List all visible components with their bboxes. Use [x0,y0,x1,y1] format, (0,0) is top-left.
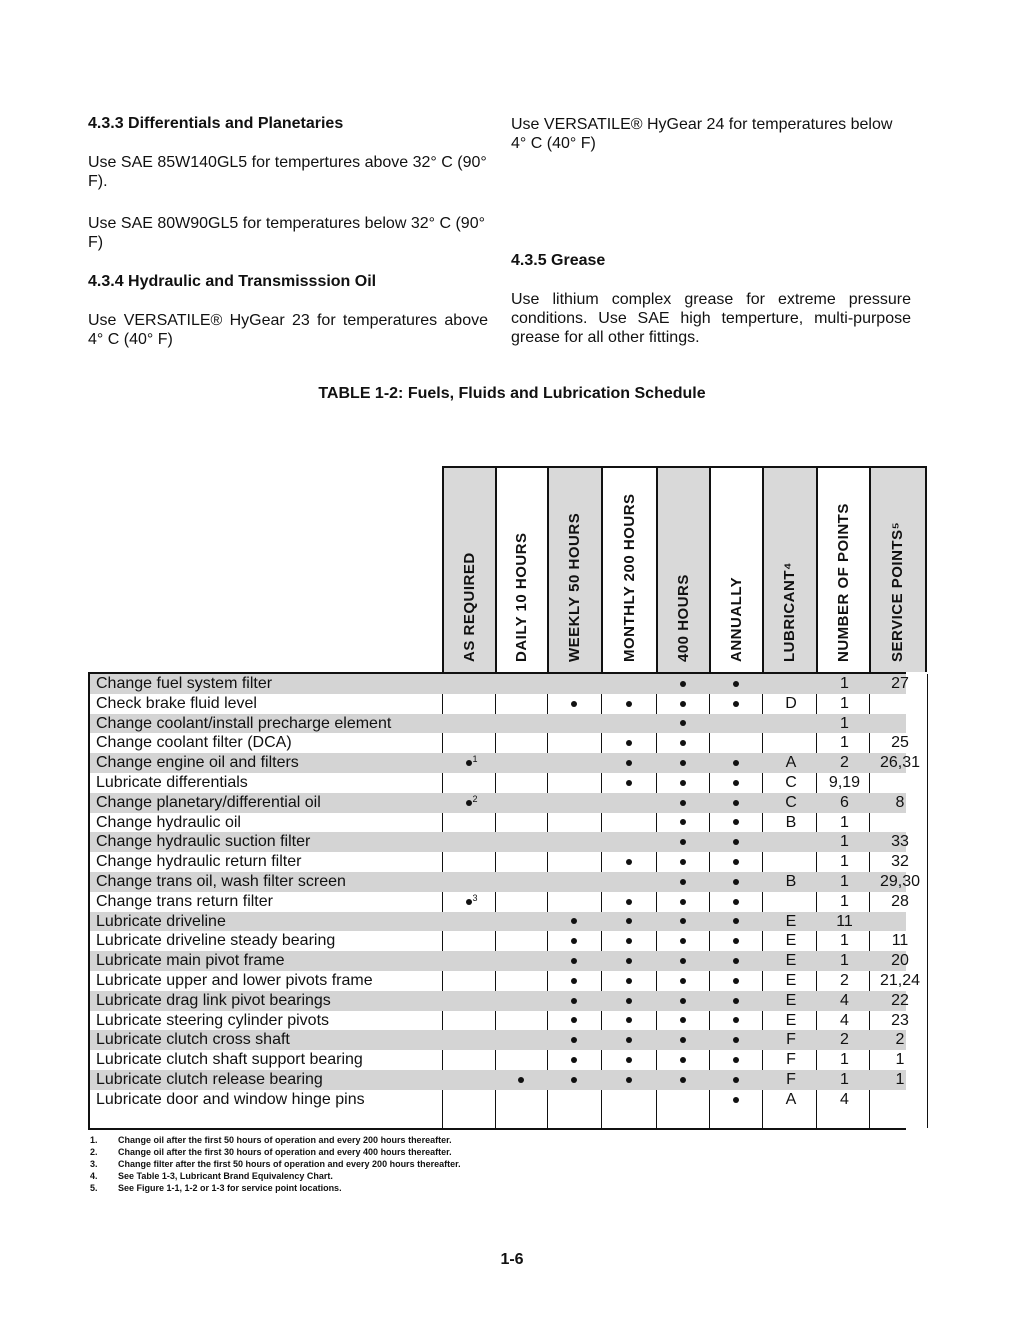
interval-mark [678,793,688,813]
interval-mark [731,1030,741,1050]
number-of-points: 9,19 [828,773,861,791]
service-points: 28 [891,892,909,910]
task-label: Lubricate door and window hinge pins [96,1090,365,1108]
interval-mark [731,1050,741,1070]
interval-mark [731,813,741,833]
column-header [656,466,709,672]
section-heading: 4.3.5 Grease [511,252,606,269]
interval-mark [678,931,688,951]
lubricant-code: E [785,991,797,1009]
table-row [90,793,906,813]
interval-mark [516,1070,526,1090]
task-label: Lubricate clutch cross shaft [96,1031,290,1049]
service-points: 2 [895,1031,905,1049]
interval-mark [569,1011,579,1031]
service-points: 33 [891,833,909,851]
column-header-label: MONTHLY 200 HOURS [620,493,638,662]
lubricant-code: E [785,1011,797,1029]
service-points: 21,24 [879,971,921,989]
lubricant-code: E [785,932,797,950]
column-header [709,466,762,672]
lubricant-code: D [785,694,797,712]
task-label: Change coolant filter (DCA) [96,734,292,752]
number-of-points: 1 [840,694,849,712]
number-of-points: 4 [840,1011,849,1029]
interval-mark [731,1090,741,1110]
task-label: Lubricate clutch shaft support bearing [96,1051,363,1069]
number-of-points: 2 [840,1031,849,1049]
interval-mark [678,1011,688,1031]
task-label: Change coolant/install precharge element [96,714,392,732]
number-of-points: 1 [840,892,849,910]
lubricant-code: F [786,1031,796,1049]
number-of-points: 2 [840,971,849,989]
section-paragraph: Use VERSATILE® HyGear 24 for temperatures below 4° C (40° F) [511,116,893,152]
table-row [90,674,909,694]
interval-mark [678,892,688,912]
footnote-ref: 2 [472,793,478,804]
interval-mark [678,714,688,734]
interval-mark [569,931,579,951]
footnote [90,1170,461,1182]
column-header [816,466,869,672]
table-row [90,971,921,991]
section-heading: 4.3.3 Differentials and Planetaries [88,115,344,132]
lubricant-code: E [785,952,797,970]
section-4-3-3 [88,115,488,251]
number-of-points: 1 [840,1051,849,1069]
task-label: Check brake fluid level [96,694,257,712]
interval-mark [569,1070,579,1090]
interval-mark [678,694,688,714]
interval-mark [678,1030,688,1050]
interval-mark [624,951,634,971]
interval-mark [624,1070,634,1090]
table-row [90,1070,906,1090]
task-label: Change engine oil and filters [96,754,299,772]
interval-mark [678,991,688,1011]
footnote-number: 4. [90,1171,98,1181]
task-label: Change hydraulic return filter [96,853,302,871]
task-label: Change hydraulic oil [96,813,241,831]
interval-mark [678,1070,688,1090]
interval-mark [731,793,741,813]
interval-mark [624,753,634,773]
section-paragraph: Use SAE 85W140GL5 for tempertures above 32° C (90° F). [88,154,487,190]
footnote-number: 2. [90,1147,98,1157]
task-label: Lubricate steering cylinder pivots [96,1011,330,1029]
table-row [90,694,906,714]
column-header [547,466,601,672]
number-of-points: 1 [840,813,849,831]
table-row [90,872,921,892]
service-points: 11 [891,932,909,950]
table-body [88,672,921,1130]
interval-mark [624,931,634,951]
number-of-points: 1 [840,1070,849,1088]
footnote [90,1182,461,1194]
section-heading: 4.3.4 Hydraulic and Transmisssion Oil [88,273,377,290]
column-header-label: SERVICE POINTS⁵ [889,521,906,662]
number-of-points: 4 [840,991,849,1009]
lubricant-code: F [786,1051,796,1069]
interval-mark [624,694,634,714]
task-label: Lubricate differentials [96,773,248,791]
column-header [495,466,547,672]
interval-mark [731,1011,741,1031]
lubricant-code: B [785,813,797,831]
interval-mark [678,912,688,932]
interval-mark [678,813,688,833]
interval-mark [678,733,688,753]
table-row [90,733,909,753]
footnote-text: See Table 1-3, Lubricant Brand Equivalency Chart. [118,1171,333,1181]
number-of-points: 6 [840,793,849,811]
task-label: Change fuel system filter [96,675,273,692]
column-header-label: AS REQUIRED [460,552,478,662]
footnote-number: 1. [90,1135,98,1145]
interval-mark [624,1050,634,1070]
interval-mark [569,991,579,1011]
service-points: 1 [895,1070,905,1088]
number-of-points: 11 [836,912,853,930]
table-row [90,931,909,951]
interval-mark [678,951,688,971]
interval-mark [678,832,688,852]
interval-mark [731,694,741,714]
interval-mark [731,1070,741,1090]
interval-mark [624,892,634,912]
service-points: 29,30 [879,872,921,890]
table-row [90,1011,909,1031]
interval-mark [731,852,741,872]
section-4-3-4 [88,273,488,349]
column-header-label: WEEKLY 50 HOURS [566,512,583,662]
lubricant-code: E [785,971,797,989]
task-label: Change trans oil, wash filter screen [96,872,346,890]
footnote-ref: 1 [472,754,478,765]
number-of-points: 4 [840,1090,849,1108]
table-row [90,753,921,773]
task-label: Lubricate main pivot frame [96,952,285,970]
footnote-text: Change oil after the first 50 hours of operation and every 200 hours thereafter. [118,1135,452,1145]
column-header [762,466,816,672]
table-row [90,773,906,793]
number-of-points: 1 [840,734,849,752]
number-of-points: 1 [840,853,849,871]
table-row [90,912,906,932]
page-number: 1-6 [500,1251,524,1268]
number-of-points: 1 [840,675,849,692]
footnote-number: 5. [90,1183,98,1193]
footnote-text: Change filter after the first 50 hours of operation and every 200 hours thereafter. [118,1159,461,1169]
column-header-label: NUMBER OF POINTS [834,503,852,662]
service-points: 32 [891,853,909,871]
lubricant-code: C [785,773,797,791]
column-header [869,466,927,672]
interval-mark [731,912,741,932]
lubricant-code: F [786,1070,796,1088]
service-points: 23 [891,1011,909,1029]
column-header-label: 400 HOURS [674,574,692,662]
lubricant-code: A [785,754,797,772]
service-points: 25 [891,734,909,752]
interval-mark [731,674,741,694]
task-label: Lubricate driveline [96,912,226,930]
column-header-label: DAILY 10 HOURS [513,532,530,662]
interval-mark [731,753,741,773]
footnote [90,1146,461,1158]
interval-mark [569,694,579,714]
table-row [90,813,906,833]
interval-mark [569,951,579,971]
lubricant-code: B [785,872,797,890]
footnote [90,1134,461,1146]
service-points: 26,31 [879,754,921,772]
column-header [601,466,656,672]
number-of-points: 1 [840,952,849,970]
interval-mark [624,971,634,991]
table-bottom-spacer [90,1110,906,1128]
interval-mark [624,912,634,932]
interval-mark [624,852,634,872]
interval-mark [678,852,688,872]
interval-mark [678,674,688,694]
table-row [90,951,909,971]
interval-mark [569,1050,579,1070]
footnotes [90,1134,461,1194]
interval-mark [624,991,634,1011]
interval-mark [678,773,688,793]
interval-mark [731,872,741,892]
service-points: 22 [891,991,909,1009]
table-row [90,1090,906,1110]
table-row [90,1050,906,1070]
table-header-row [88,466,906,672]
task-label: Change trans return filter [96,892,273,910]
interval-mark [731,971,741,991]
interval-mark [624,773,634,793]
table-row [90,852,909,872]
interval-mark [678,1050,688,1070]
interval-mark [731,931,741,951]
footnote-ref: 3 [472,892,478,903]
service-points: 8 [895,793,905,811]
column-header-label: LUBRICANT⁴ [781,562,798,662]
number-of-points: 2 [840,754,849,772]
column-header-label: ANNUALLY [727,576,745,662]
table-row [90,714,906,734]
interval-mark [678,872,688,892]
number-of-points: 1 [840,833,849,851]
footnote-number: 3. [90,1159,98,1169]
number-of-points: 1 [840,872,849,890]
interval-mark [678,753,688,773]
table-row [90,832,909,852]
interval-mark [731,892,741,912]
table-row [90,892,909,912]
task-label: Lubricate driveline steady bearing [96,932,336,950]
interval-mark [731,832,741,852]
footnote-text: Change oil after the first 30 hours of operation and every 400 hours thereafter. [118,1147,452,1157]
service-points: 20 [891,952,909,970]
task-label: Lubricate upper and lower pivots frame [96,971,373,989]
task-label: Lubricate drag link pivot bearings [96,991,331,1009]
service-points: 27 [891,675,909,692]
interval-mark [731,773,741,793]
footnote [90,1158,461,1170]
lubrication-schedule-table [88,466,921,1130]
interval-mark [731,991,741,1011]
number-of-points: 1 [840,932,849,950]
section-paragraph: Use lithium complex grease for extreme pressure conditions. Use SAE high temperture, multi-purpose grease for all other fittings. [511,291,911,346]
section-paragraph: Use VERSATILE® HyGear 23 for temperatures above 4° C (40° F) [88,312,488,348]
task-label: Change hydraulic suction filter [96,833,311,851]
table-row [90,1030,906,1050]
task-label: Change planetary/differential oil [96,793,321,811]
interval-mark [569,1030,579,1050]
table-row [90,991,909,1011]
interval-mark [624,1011,634,1031]
section-hygear-24 [511,115,911,153]
interval-mark [569,912,579,932]
interval-mark [678,971,688,991]
column-header [442,466,495,672]
footnote-text: See Figure 1-1, 1-2 or 1-3 for service point locations. [118,1183,342,1193]
service-points: 1 [895,1051,905,1069]
lubricant-code: C [785,793,797,811]
lubricant-code: A [785,1090,797,1108]
interval-mark [624,733,634,753]
lubricant-code: E [785,912,797,930]
interval-mark [624,1030,634,1050]
section-4-3-5 [511,252,911,347]
interval-mark [731,951,741,971]
table-title: TABLE 1-2: Fuels, Fluids and Lubrication Schedule [318,385,706,402]
number-of-points: 1 [840,714,849,732]
interval-mark [569,971,579,991]
section-paragraph: Use SAE 80W90GL5 for temperatures below 32° C (90° F) [88,215,485,251]
task-label: Lubricate clutch release bearing [96,1070,323,1088]
